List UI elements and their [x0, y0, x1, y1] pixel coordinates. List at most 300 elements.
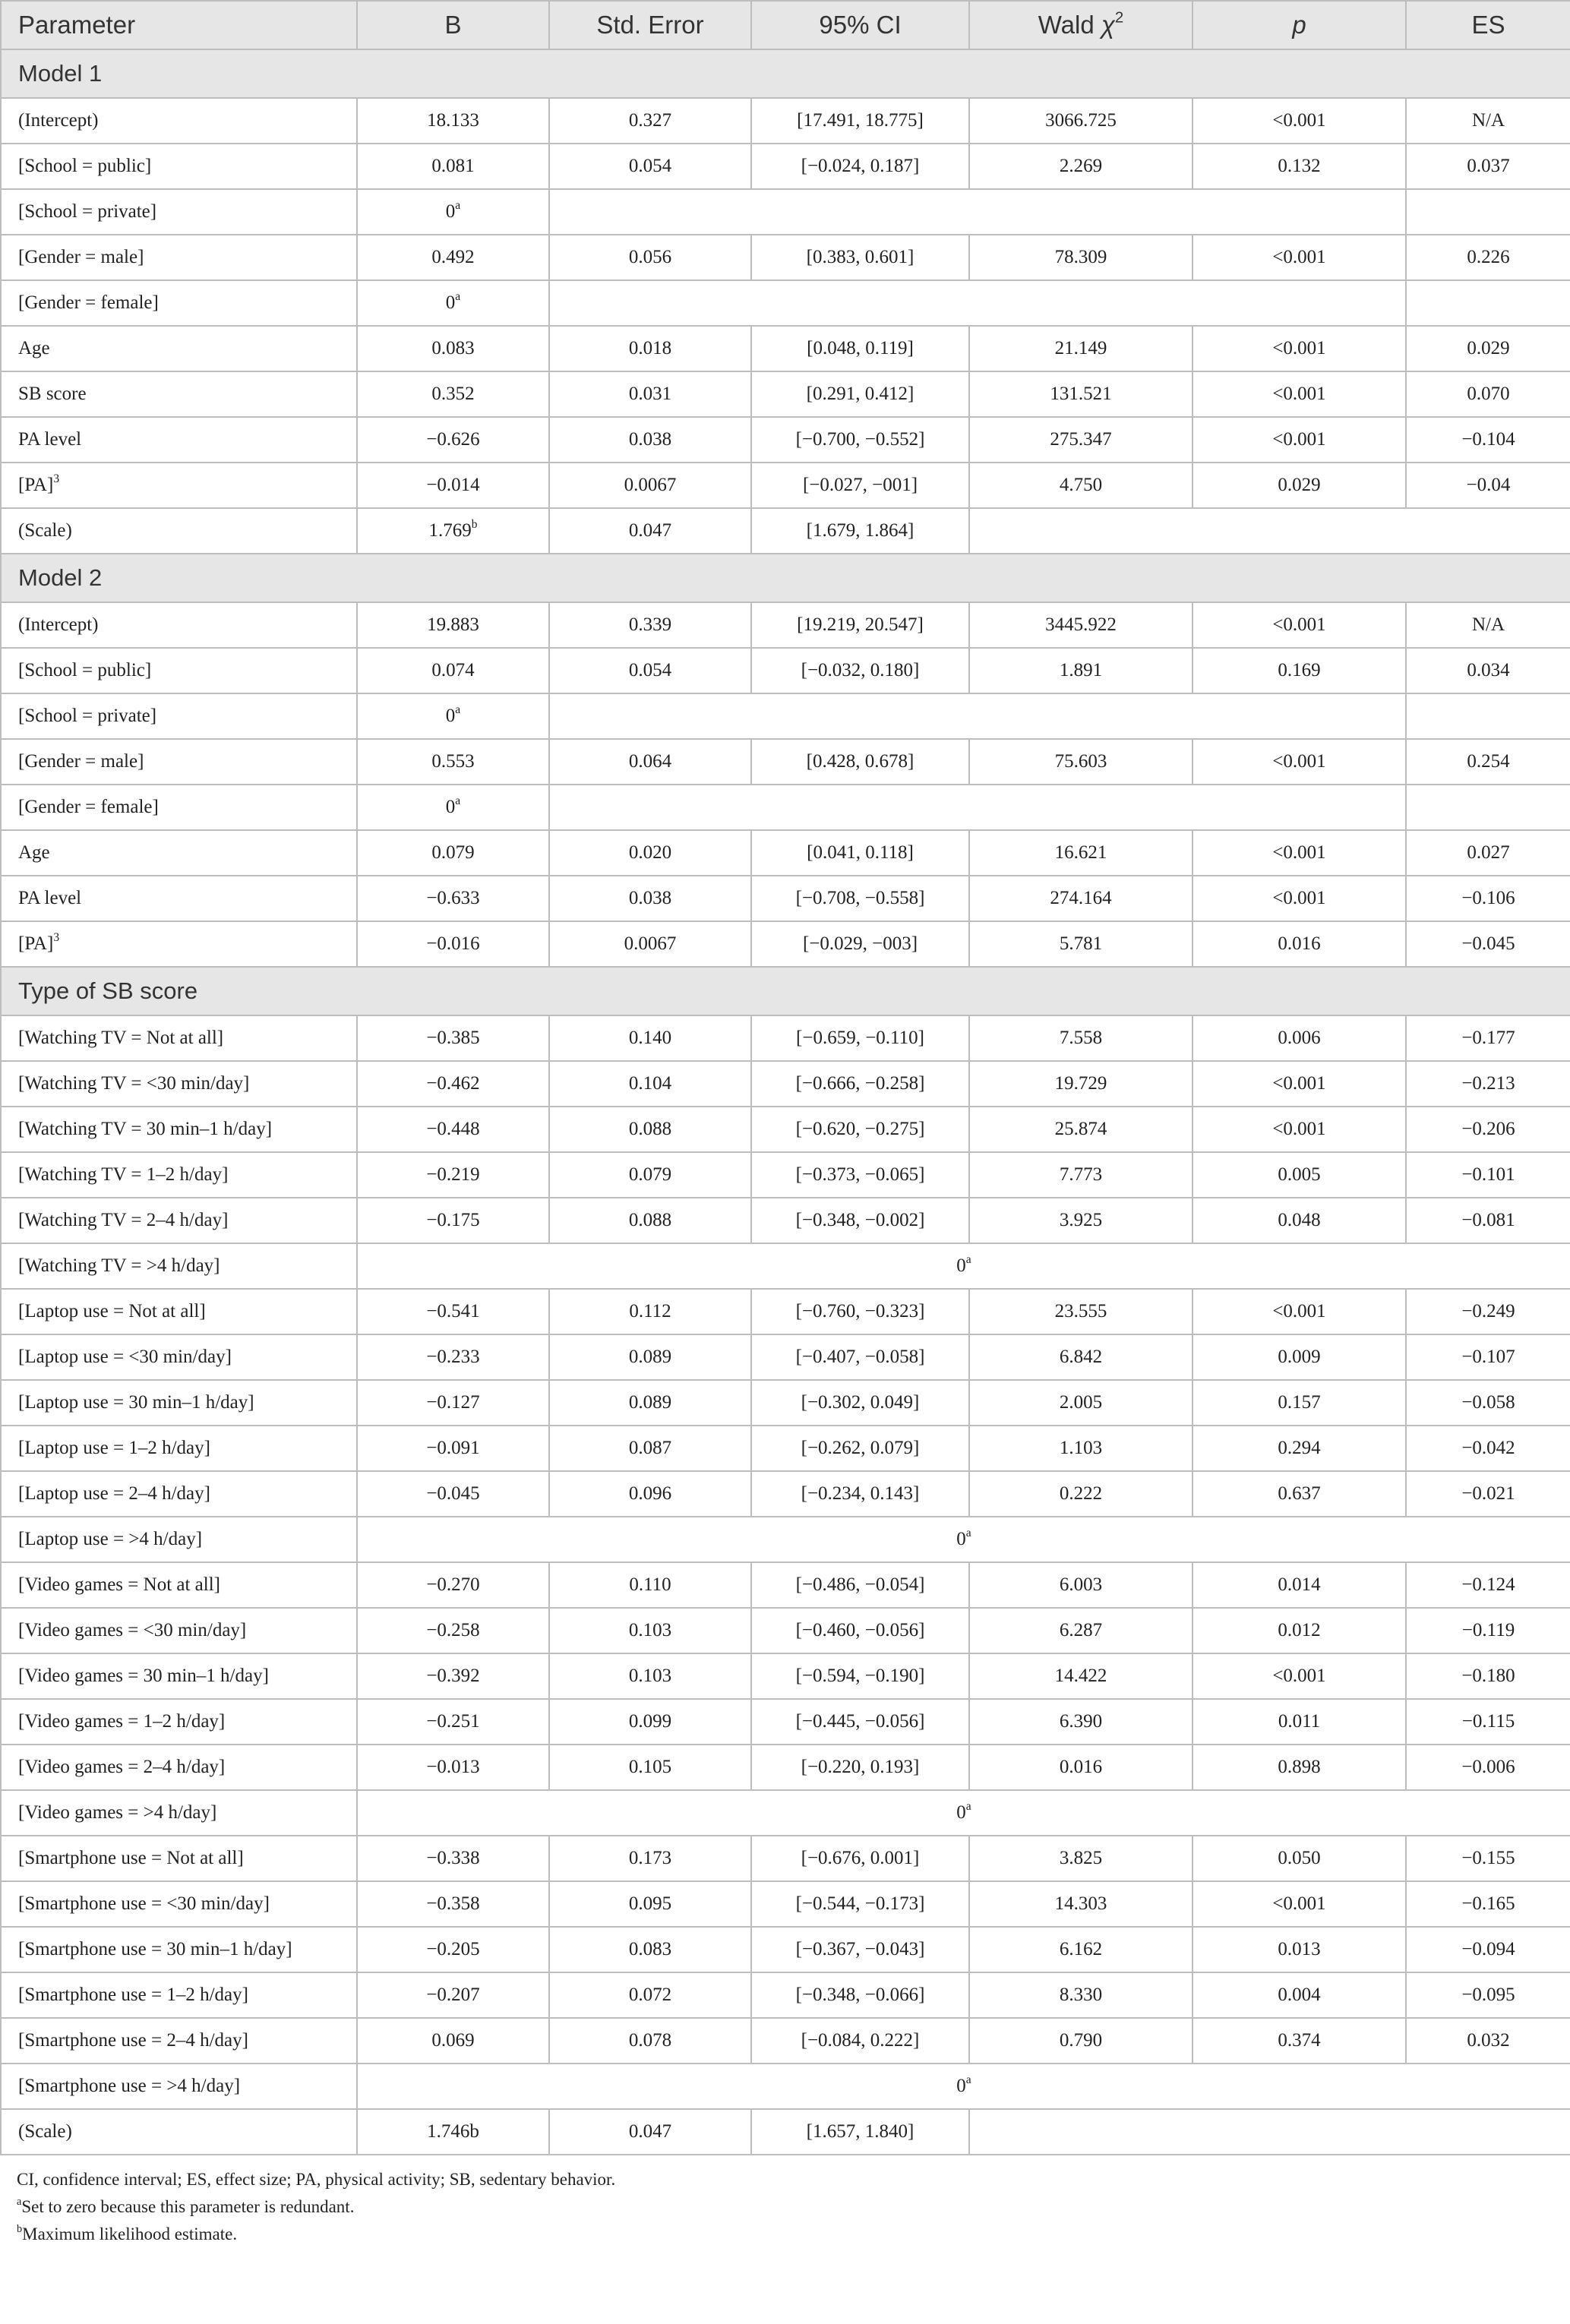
wald-cell: 4.750: [969, 463, 1193, 508]
b-cell: −0.014: [357, 463, 549, 508]
param-cell: [Gender = female]: [1, 785, 357, 830]
table-row: [1, 1517, 1570, 1562]
p-cell: 0.005: [1193, 1152, 1406, 1198]
ci-cell: [−0.407, −0.058]: [751, 1334, 969, 1380]
wald-cell: 6.003: [969, 1562, 1193, 1608]
footnote-a-text: Set to zero because this parameter is redundant.: [21, 2197, 355, 2216]
p-cell: 0.048: [1193, 1198, 1406, 1243]
ci-cell: [−0.659, −0.110]: [751, 1015, 969, 1061]
std-error-cell: 0.031: [549, 371, 751, 417]
ci-cell: [−0.084, 0.222]: [751, 2018, 969, 2063]
wald-cell: 14.422: [969, 1653, 1193, 1699]
param-cell: [Watching TV = Not at all]: [1, 1015, 357, 1061]
es-cell: −0.045: [1406, 921, 1570, 967]
ci-cell: [−0.708, −0.558]: [751, 876, 969, 921]
p-cell: 0.169: [1193, 648, 1406, 693]
param-cell-superscript: 3: [53, 472, 60, 486]
section-title: Model 2: [1, 554, 1570, 602]
table-row: [1, 371, 1570, 417]
col-header-b: B: [357, 1, 549, 49]
table-row: [1, 921, 1570, 967]
b-cell-superscript: a: [455, 290, 461, 304]
reference-value-cell-superscript: a: [965, 1527, 971, 1540]
std-error-cell: 0.110: [549, 1562, 751, 1608]
header-row: [1, 1, 1570, 49]
std-error-cell: 0.089: [549, 1380, 751, 1426]
std-error-cell: 0.054: [549, 648, 751, 693]
std-error-cell: 0.083: [549, 1927, 751, 1972]
table-row: [1, 1881, 1570, 1927]
std-error-cell: 0.087: [549, 1426, 751, 1471]
b-cell: 0.081: [357, 144, 549, 189]
table-row: [1, 189, 1570, 235]
std-error-cell: 0.056: [549, 235, 751, 280]
p-cell: 0.132: [1193, 144, 1406, 189]
table-header: [1, 1, 1570, 49]
b-cell: [357, 280, 549, 326]
empty-cell: [1406, 693, 1570, 739]
empty-span-cell: [549, 280, 1406, 326]
col-header-es: ES: [1406, 1, 1570, 49]
table-row: [1, 463, 1570, 508]
table-row: [1, 1972, 1570, 2018]
ci-cell: [−0.594, −0.190]: [751, 1653, 969, 1699]
std-error-cell: 0.064: [549, 739, 751, 785]
p-cell: <0.001: [1193, 830, 1406, 876]
p-cell: <0.001: [1193, 1061, 1406, 1107]
table-body: [1, 49, 1570, 2155]
b-cell: −0.175: [357, 1198, 549, 1243]
es-cell: −0.106: [1406, 876, 1570, 921]
table-row: [1, 1653, 1570, 1699]
b-cell: −0.233: [357, 1334, 549, 1380]
table-row: [1, 1289, 1570, 1334]
es-cell: 0.027: [1406, 830, 1570, 876]
param-cell: SB score: [1, 371, 357, 417]
table-row: [1, 2018, 1570, 2063]
reference-value-cell: [357, 1790, 1570, 1836]
col-header-parameter: Parameter: [1, 1, 357, 49]
es-cell: −0.006: [1406, 1745, 1570, 1790]
wald-cell: 3445.922: [969, 602, 1193, 648]
b-cell: −0.258: [357, 1608, 549, 1653]
b-cell: −0.091: [357, 1426, 549, 1471]
footnote-a-mark: a: [17, 2196, 22, 2209]
p-cell: <0.001: [1193, 1653, 1406, 1699]
table-row: [1, 739, 1570, 785]
param-cell: [Watching TV = >4 h/day]: [1, 1243, 357, 1289]
es-cell: −0.155: [1406, 1836, 1570, 1881]
wald-label: Wald: [1038, 11, 1095, 39]
std-error-cell: 0.088: [549, 1107, 751, 1152]
std-error-cell: 0.079: [549, 1152, 751, 1198]
empty-cell: [1406, 785, 1570, 830]
param-cell: [Video games = <30 min/day]: [1, 1608, 357, 1653]
section-header-row: [1, 49, 1570, 98]
b-cell-value: 0: [445, 292, 456, 313]
table-row: [1, 648, 1570, 693]
ci-cell: [0.428, 0.678]: [751, 739, 969, 785]
param-cell: [Watching TV = <30 min/day]: [1, 1061, 357, 1107]
p-cell: <0.001: [1193, 739, 1406, 785]
es-cell: −0.165: [1406, 1881, 1570, 1927]
ci-cell: [−0.486, −0.054]: [751, 1562, 969, 1608]
p-cell: 0.294: [1193, 1426, 1406, 1471]
reference-value-cell: [357, 1517, 1570, 1562]
b-cell: −0.338: [357, 1836, 549, 1881]
param-cell-superscript: 3: [53, 931, 60, 945]
col-header-std-error: Std. Error: [549, 1, 751, 49]
b-cell: −0.013: [357, 1745, 549, 1790]
std-error-cell: 0.047: [549, 508, 751, 554]
p-cell: 0.029: [1193, 463, 1406, 508]
wald-cell: 6.162: [969, 1927, 1193, 1972]
p-cell: <0.001: [1193, 1107, 1406, 1152]
table-row: [1, 785, 1570, 830]
ci-cell: [17.491, 18.775]: [751, 98, 969, 144]
param-cell: [1, 463, 357, 508]
footnote-b-mark: b: [17, 2223, 23, 2236]
table-row: [1, 1380, 1570, 1426]
table-row: [1, 235, 1570, 280]
p-cell: 0.374: [1193, 2018, 1406, 2063]
b-cell-value: 0: [445, 201, 456, 222]
col-header-ci: 95% CI: [751, 1, 969, 49]
std-error-cell: 0.095: [549, 1881, 751, 1927]
b-cell: [357, 785, 549, 830]
table-row: [1, 1107, 1570, 1152]
param-cell: [School = public]: [1, 144, 357, 189]
param-cell: PA level: [1, 417, 357, 463]
wald-cell: 131.521: [969, 371, 1193, 417]
es-cell: −0.213: [1406, 1061, 1570, 1107]
empty-span-cell: [969, 2109, 1570, 2155]
p-cell: <0.001: [1193, 417, 1406, 463]
ci-cell: [19.219, 20.547]: [751, 602, 969, 648]
table-row: [1, 693, 1570, 739]
table-row: [1, 1426, 1570, 1471]
table-row: [1, 1198, 1570, 1243]
b-cell: −0.633: [357, 876, 549, 921]
param-cell: PA level: [1, 876, 357, 921]
b-cell-value: 0: [445, 706, 456, 726]
reference-value-cell-superscript: a: [965, 2073, 971, 2087]
wald-cell: 78.309: [969, 235, 1193, 280]
param-cell: [Laptop use = 2–4 h/day]: [1, 1471, 357, 1517]
empty-span-cell: [549, 189, 1406, 235]
param-cell: (Intercept): [1, 98, 357, 144]
ci-cell: [1.657, 1.840]: [751, 2109, 969, 2155]
std-error-cell: 0.173: [549, 1836, 751, 1881]
param-cell: [Gender = male]: [1, 235, 357, 280]
ci-cell: [−0.024, 0.187]: [751, 144, 969, 189]
std-error-cell: 0.054: [549, 144, 751, 189]
std-error-cell: 0.047: [549, 2109, 751, 2155]
wald-cell: 16.621: [969, 830, 1193, 876]
table-row: [1, 1471, 1570, 1517]
p-label: p: [1292, 11, 1306, 39]
b-cell: −0.270: [357, 1562, 549, 1608]
ci-cell: [−0.544, −0.173]: [751, 1881, 969, 1927]
wald-cell: 25.874: [969, 1107, 1193, 1152]
section-header-row: [1, 554, 1570, 602]
std-error-cell: 0.020: [549, 830, 751, 876]
table-row: [1, 2109, 1570, 2155]
p-cell: 0.011: [1193, 1699, 1406, 1745]
std-error-cell: 0.0067: [549, 921, 751, 967]
ci-cell: [−0.032, 0.180]: [751, 648, 969, 693]
ci-cell: [0.048, 0.119]: [751, 326, 969, 371]
b-cell: 0.074: [357, 648, 549, 693]
std-error-cell: 0.038: [549, 876, 751, 921]
table-row: [1, 602, 1570, 648]
table-row: [1, 1699, 1570, 1745]
wald-cell: 6.287: [969, 1608, 1193, 1653]
table-row: [1, 1608, 1570, 1653]
b-cell-value: 0: [445, 797, 456, 817]
table-row: [1, 1152, 1570, 1198]
param-cell-value: [PA]: [18, 933, 54, 954]
b-cell: −0.207: [357, 1972, 549, 2018]
footnote-b: [0, 2221, 1570, 2248]
p-cell: <0.001: [1193, 602, 1406, 648]
reference-value-cell-value: 0: [956, 1529, 966, 1549]
wald-cell: 0.222: [969, 1471, 1193, 1517]
wald-cell: 2.269: [969, 144, 1193, 189]
es-cell: −0.104: [1406, 417, 1570, 463]
b-cell: −0.448: [357, 1107, 549, 1152]
b-cell: −0.462: [357, 1061, 549, 1107]
reference-value-cell-value: 0: [956, 1255, 966, 1276]
table-row: [1, 326, 1570, 371]
section-title: Model 1: [1, 49, 1570, 98]
param-cell: [School = private]: [1, 189, 357, 235]
param-cell: [Laptop use = <30 min/day]: [1, 1334, 357, 1380]
param-cell: [Smartphone use = Not at all]: [1, 1836, 357, 1881]
std-error-cell: 0.072: [549, 1972, 751, 2018]
p-cell: 0.050: [1193, 1836, 1406, 1881]
p-cell: 0.014: [1193, 1562, 1406, 1608]
es-cell: −0.081: [1406, 1198, 1570, 1243]
empty-cell: [1406, 189, 1570, 235]
wald-cell: 7.773: [969, 1152, 1193, 1198]
table-row: [1, 1562, 1570, 1608]
reference-value-cell-value: 0: [956, 1802, 966, 1823]
ci-cell: [−0.700, −0.552]: [751, 417, 969, 463]
param-cell: [Laptop use = 1–2 h/day]: [1, 1426, 357, 1471]
param-cell: [Video games = 30 min–1 h/day]: [1, 1653, 357, 1699]
reference-value-cell-superscript: a: [965, 1253, 971, 1267]
param-cell: (Intercept): [1, 602, 357, 648]
std-error-cell: 0.038: [549, 417, 751, 463]
ci-cell: [−0.760, −0.323]: [751, 1289, 969, 1334]
b-cell-superscript: a: [455, 794, 461, 808]
std-error-cell: 0.096: [549, 1471, 751, 1517]
p-cell: <0.001: [1193, 326, 1406, 371]
wald-cell: 0.016: [969, 1745, 1193, 1790]
param-cell: (Scale): [1, 508, 357, 554]
es-cell: −0.119: [1406, 1608, 1570, 1653]
std-error-cell: 0.105: [549, 1745, 751, 1790]
table-row: [1, 1061, 1570, 1107]
b-cell: [357, 189, 549, 235]
b-cell: −0.626: [357, 417, 549, 463]
param-cell: [Smartphone use = 30 min–1 h/day]: [1, 1927, 357, 1972]
section-title: Type of SB score: [1, 967, 1570, 1015]
b-cell: −0.127: [357, 1380, 549, 1426]
wald-cell: 3.825: [969, 1836, 1193, 1881]
wald-cell: 8.330: [969, 1972, 1193, 2018]
param-cell: [Gender = male]: [1, 739, 357, 785]
chi-exponent: 2: [1114, 8, 1124, 27]
param-cell: [1, 921, 357, 967]
reference-value-cell: [357, 2063, 1570, 2109]
std-error-cell: 0.018: [549, 326, 751, 371]
wald-cell: 0.790: [969, 2018, 1193, 2063]
b-cell: 0.352: [357, 371, 549, 417]
p-cell: <0.001: [1193, 371, 1406, 417]
section-header-row: [1, 967, 1570, 1015]
empty-span-cell: [969, 508, 1570, 554]
b-cell: −0.392: [357, 1653, 549, 1699]
p-cell: 0.006: [1193, 1015, 1406, 1061]
b-cell: 18.133: [357, 98, 549, 144]
reference-value-cell-value: 0: [956, 2076, 966, 2096]
param-cell: [School = private]: [1, 693, 357, 739]
p-cell: 0.012: [1193, 1608, 1406, 1653]
std-error-cell: 0.088: [549, 1198, 751, 1243]
es-cell: −0.115: [1406, 1699, 1570, 1745]
wald-cell: 19.729: [969, 1061, 1193, 1107]
ci-cell: [−0.367, −0.043]: [751, 1927, 969, 1972]
empty-cell: [1406, 280, 1570, 326]
chi-symbol: χ: [1101, 11, 1115, 39]
es-cell: 0.034: [1406, 648, 1570, 693]
es-cell: −0.021: [1406, 1471, 1570, 1517]
footnote-b-text: Maximum likelihood estimate.: [22, 2225, 238, 2243]
reference-value-cell: [357, 1243, 1570, 1289]
es-cell: −0.058: [1406, 1380, 1570, 1426]
es-cell: −0.180: [1406, 1653, 1570, 1699]
p-cell: 0.157: [1193, 1380, 1406, 1426]
param-cell: [Smartphone use = 2–4 h/day]: [1, 2018, 357, 2063]
param-cell: [Smartphone use = 1–2 h/day]: [1, 1972, 357, 2018]
std-error-cell: 0.104: [549, 1061, 751, 1107]
col-header-p: [1193, 1, 1406, 49]
reference-value-cell-superscript: a: [965, 1800, 971, 1814]
ci-cell: [−0.262, 0.079]: [751, 1426, 969, 1471]
b-cell: [357, 508, 549, 554]
table-row: [1, 417, 1570, 463]
std-error-cell: 0.339: [549, 602, 751, 648]
wald-cell: 6.390: [969, 1699, 1193, 1745]
std-error-cell: 0.103: [549, 1608, 751, 1653]
b-cell: −0.385: [357, 1015, 549, 1061]
table-row: [1, 1836, 1570, 1881]
p-cell: <0.001: [1193, 98, 1406, 144]
p-cell: 0.009: [1193, 1334, 1406, 1380]
param-cell: [Watching TV = 2–4 h/day]: [1, 1198, 357, 1243]
es-cell: 0.226: [1406, 235, 1570, 280]
wald-cell: 3066.725: [969, 98, 1193, 144]
param-cell: [Watching TV = 30 min–1 h/day]: [1, 1107, 357, 1152]
wald-cell: 275.347: [969, 417, 1193, 463]
p-cell: <0.001: [1193, 235, 1406, 280]
param-cell: [Video games = 2–4 h/day]: [1, 1745, 357, 1790]
ci-cell: [−0.666, −0.258]: [751, 1061, 969, 1107]
param-cell: [School = public]: [1, 648, 357, 693]
b-cell: [357, 693, 549, 739]
table-row: [1, 2063, 1570, 2109]
b-cell: −0.045: [357, 1471, 549, 1517]
param-cell: [Watching TV = 1–2 h/day]: [1, 1152, 357, 1198]
es-cell: −0.101: [1406, 1152, 1570, 1198]
std-error-cell: 0.078: [549, 2018, 751, 2063]
b-cell: 0.492: [357, 235, 549, 280]
ci-cell: [−0.027, −001]: [751, 463, 969, 508]
table-row: [1, 1334, 1570, 1380]
wald-cell: 7.558: [969, 1015, 1193, 1061]
es-cell: 0.254: [1406, 739, 1570, 785]
table-row: [1, 1745, 1570, 1790]
param-cell: [Smartphone use = <30 min/day]: [1, 1881, 357, 1927]
ci-cell: [−0.676, 0.001]: [751, 1836, 969, 1881]
param-cell: [Gender = female]: [1, 280, 357, 326]
ci-cell: [−0.348, −0.066]: [751, 1972, 969, 2018]
b-cell: −0.358: [357, 1881, 549, 1927]
std-error-cell: 0.327: [549, 98, 751, 144]
ci-cell: [−0.348, −0.002]: [751, 1198, 969, 1243]
b-cell: 1.746b: [357, 2109, 549, 2155]
table-row: [1, 98, 1570, 144]
param-cell: (Scale): [1, 2109, 357, 2155]
wald-cell: 3.925: [969, 1198, 1193, 1243]
param-cell: [Video games = Not at all]: [1, 1562, 357, 1608]
table-row: [1, 144, 1570, 189]
b-cell-value: 1.769: [428, 520, 472, 541]
b-cell: −0.016: [357, 921, 549, 967]
b-cell-superscript: a: [455, 703, 461, 717]
param-cell: [Video games = 1–2 h/day]: [1, 1699, 357, 1745]
wald-cell: 5.781: [969, 921, 1193, 967]
b-cell: −0.541: [357, 1289, 549, 1334]
b-cell: 0.083: [357, 326, 549, 371]
param-cell: [Laptop use = >4 h/day]: [1, 1517, 357, 1562]
ci-cell: [−0.220, 0.193]: [751, 1745, 969, 1790]
wald-cell: 6.842: [969, 1334, 1193, 1380]
wald-cell: 1.103: [969, 1426, 1193, 1471]
param-cell: Age: [1, 326, 357, 371]
p-cell: 0.004: [1193, 1972, 1406, 2018]
wald-cell: 14.303: [969, 1881, 1193, 1927]
std-error-cell: 0.089: [549, 1334, 751, 1380]
ci-cell: [−0.460, −0.056]: [751, 1608, 969, 1653]
p-cell: <0.001: [1193, 1289, 1406, 1334]
b-cell-superscript: a: [455, 199, 461, 213]
param-cell: [Smartphone use = >4 h/day]: [1, 2063, 357, 2109]
ci-cell: [0.291, 0.412]: [751, 371, 969, 417]
es-cell: −0.04: [1406, 463, 1570, 508]
table-row: [1, 280, 1570, 326]
param-cell: [Video games = >4 h/day]: [1, 1790, 357, 1836]
b-cell: −0.205: [357, 1927, 549, 1972]
ci-cell: [−0.620, −0.275]: [751, 1107, 969, 1152]
p-cell: <0.001: [1193, 1881, 1406, 1927]
es-cell: −0.206: [1406, 1107, 1570, 1152]
wald-cell: 75.603: [969, 739, 1193, 785]
p-cell: 0.898: [1193, 1745, 1406, 1790]
es-cell: −0.124: [1406, 1562, 1570, 1608]
